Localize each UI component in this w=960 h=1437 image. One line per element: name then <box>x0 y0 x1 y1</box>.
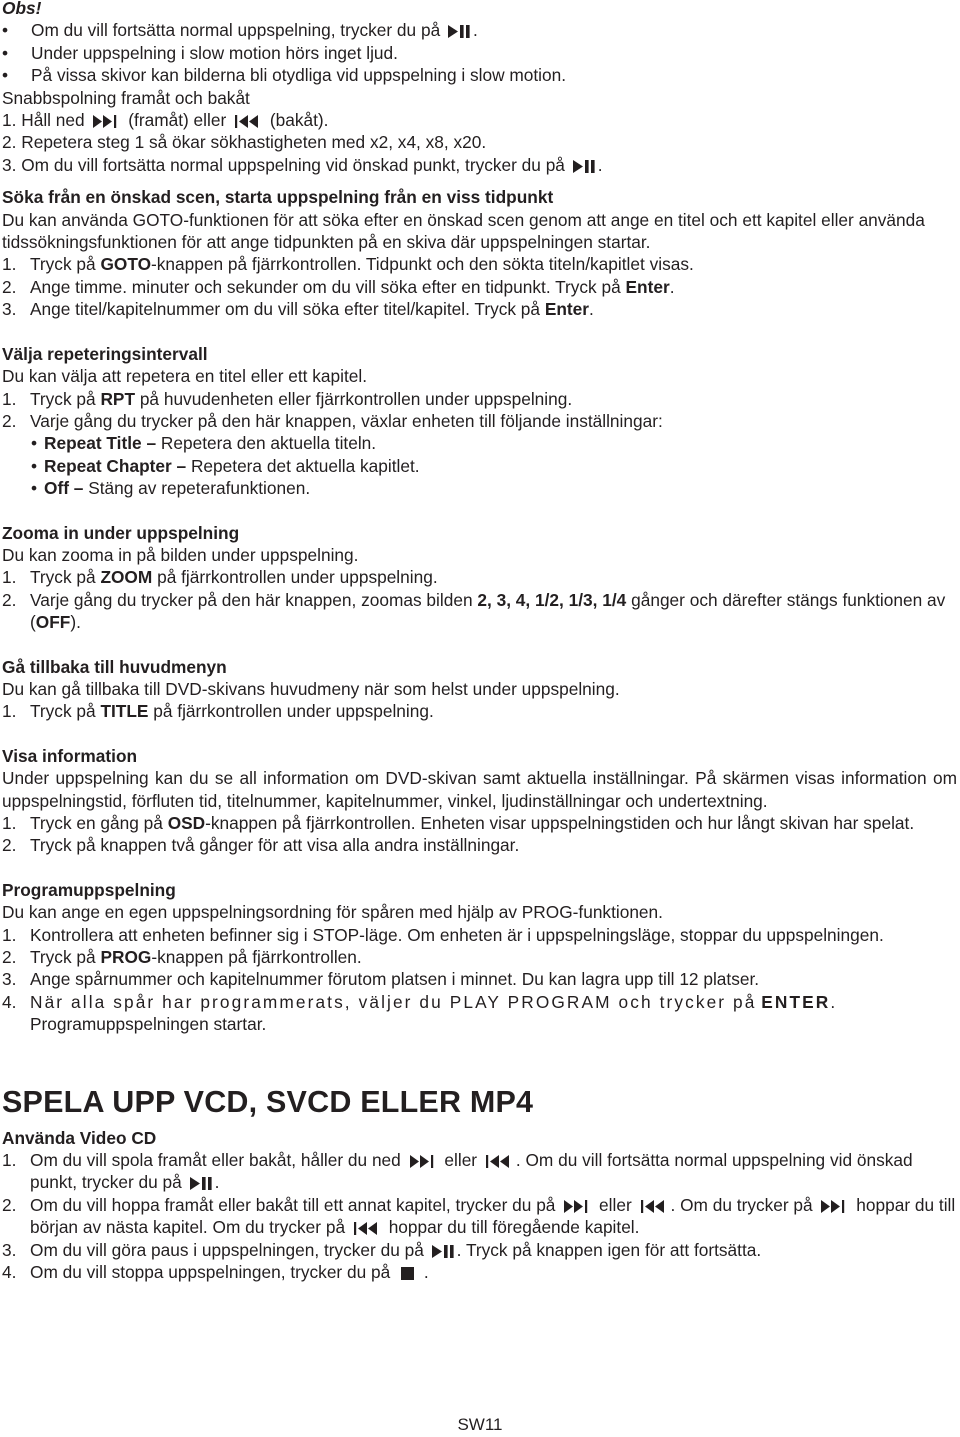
step-text: Om du vill hoppa framåt eller bakåt till ett annat kapitel, trycker du på <box>30 1194 556 1215</box>
note-text: Under uppspelning i slow motion hörs inget ljud. <box>31 42 398 63</box>
zoom-step <box>2 589 957 634</box>
skip-next-icon <box>562 1200 592 1213</box>
option-label: Repeat Chapter – <box>44 455 187 476</box>
step-number: 1. <box>2 701 17 722</box>
step-text: på huvudenheten eller fjärrkontrollen under uppspelning. <box>139 388 573 409</box>
menu-heading: Gå tillbaka till huvudmenyn <box>2 656 227 677</box>
step-number: 3. <box>2 154 17 175</box>
step-number: 1. <box>2 110 17 131</box>
info-intro: Under uppspelning kan du se all information om DVD-skivan samt aktuella inställningar. På skärmen visas information om uppspelningstid, förfluten tid, titelnummer, kapitelnummer, vinkel, ljudinställningar och undertextning. <box>2 768 957 811</box>
key-label: PROG <box>100 947 152 968</box>
step-text: Tryck på <box>30 254 96 275</box>
step-text: Om du vill fortsätta normal uppspelning vid önskad punkt, trycker du på <box>21 154 565 175</box>
key-label: ZOOM <box>100 567 153 588</box>
step-text: Tryck på knappen två gånger för att visa alla andra inställningar. <box>30 835 520 856</box>
repeat-option <box>2 477 957 499</box>
skip-previous-icon <box>639 1200 669 1213</box>
step-text: Ange spårnummer och kapitelnummer förutom platsen i minnet. Du kan lagra upp till 12 platser. <box>30 969 760 990</box>
key-label: ENTER <box>761 991 831 1012</box>
search-step <box>2 298 957 320</box>
prog-step <box>2 946 957 968</box>
note-text: Om du vill fortsätta normal uppspelning, trycker du på <box>31 20 441 41</box>
step-number: 3. <box>2 969 17 990</box>
key-label: RPT <box>100 388 135 409</box>
step-number: 3. <box>2 1239 17 1260</box>
vcd-step <box>2 1194 957 1239</box>
key-label: Enter <box>625 276 670 297</box>
step-number: 2. <box>2 276 17 297</box>
fast-step <box>2 154 957 176</box>
search-heading: Söka från en önskad scen, starta uppspelning från en viss tidpunkt <box>2 187 554 208</box>
step-text: -knappen på fjärrkontrollen. Tidpunkt och den sökta titeln/kapitlet visas. <box>151 254 694 275</box>
step-text: gånger och därefter stängs funktionen av ( <box>30 589 946 633</box>
step-number: 1. <box>2 924 17 945</box>
zoom-step <box>2 566 957 588</box>
vcd-step <box>2 1149 957 1194</box>
step-text: Kontrollera att enheten befinner sig i STOP-läge. Om enheten är i uppspelningsläge, stoppar du uppspelningen. <box>30 924 884 945</box>
step-text: Håll ned <box>21 110 85 131</box>
repeat-option <box>2 455 957 477</box>
fast-step <box>2 131 957 153</box>
fast-step <box>2 109 957 131</box>
skip-next-icon <box>91 115 121 128</box>
step-text: hoppar du till början av nästa kapitel. Om du trycker på <box>30 1194 956 1238</box>
fast-heading: Snabbspolning framåt och bakåt <box>2 87 250 108</box>
prog-intro: Du kan ange en egen uppspelningsordning för spåren med hjälp av PROG-funktionen. <box>2 902 663 923</box>
step-text: Om du vill spola framåt eller bakåt, håller du ned <box>30 1150 401 1171</box>
info-heading: Visa information <box>2 745 138 766</box>
prog-step <box>2 991 957 1036</box>
step-text: . <box>830 991 836 1012</box>
skip-previous-icon <box>484 1155 514 1168</box>
zoom-heading: Zooma in under uppspelning <box>2 522 240 543</box>
step-number: 1. <box>2 1150 17 1171</box>
step-text: Tryck på <box>30 567 96 588</box>
step-text: på fjärrkontrollen under uppspelning. <box>157 567 438 588</box>
step-text: . <box>423 1262 429 1283</box>
step-number: 4. <box>2 991 17 1012</box>
step-text: Tryck en gång på <box>30 813 163 833</box>
step-number: 2. <box>2 410 17 431</box>
step-text: . <box>589 299 594 320</box>
search-step <box>2 276 957 298</box>
step-text: eller <box>599 1194 632 1215</box>
step-number: 2. <box>2 132 17 153</box>
step-text: När alla spår har programmerats, väljer du PLAY PROGRAM och trycker på <box>30 991 757 1012</box>
step-text: Tryck på <box>30 947 96 968</box>
note-text-end: . <box>473 20 478 41</box>
info-step <box>2 834 957 856</box>
repeat-step <box>2 388 957 410</box>
key-label: Enter <box>544 299 590 320</box>
step-text: Om du vill stoppa uppspelningen, trycker du på <box>30 1262 391 1283</box>
step-text: Om du vill göra paus i uppspelningen, trycker du på <box>30 1239 424 1260</box>
option-label: Repeat Title – <box>44 433 157 454</box>
repeat-heading: Välja repeteringsintervall <box>2 343 208 364</box>
step-text: Tryck på <box>30 388 96 409</box>
step-text: Varje gång du trycker på den här knappen, zoomas bilden <box>30 589 473 610</box>
step-text: . Tryck på knappen igen för att fortsätta. <box>456 1239 762 1260</box>
option-text: Repetera den aktuella titeln. <box>160 433 377 454</box>
note-item <box>2 19 957 41</box>
step-number: 2. <box>2 589 17 610</box>
zoom-intro: Du kan zooma in på bilden under uppspelning. <box>2 544 359 565</box>
step-text: . Om du trycker på <box>670 1194 813 1215</box>
step-text: eller <box>444 1150 478 1171</box>
vcd-step <box>2 1239 957 1261</box>
manual-page <box>2 0 957 1284</box>
menu-step <box>2 700 957 722</box>
search-intro: Du kan använda GOTO-funktionen för att söka efter en önskad scen genom att ange en titel och ett kapitel eller använda tidssökningsfunktionen för att ange tidpunkten på en skiva där uppspelningen startar. <box>2 209 925 253</box>
info-step <box>2 812 957 834</box>
key-label: OSD <box>167 813 206 833</box>
skip-previous-icon <box>233 115 263 128</box>
play-pause-icon <box>431 1245 455 1258</box>
step-text: . Om du vill fortsätta normal uppspelning vid önskad punkt, trycker du på <box>30 1150 913 1193</box>
step-number: 2. <box>2 1194 17 1215</box>
key-label: GOTO <box>100 254 152 275</box>
step-text: Repetera steg 1 så ökar sökhastigheten med x2, x4, x8, x20. <box>21 132 487 153</box>
step-text: ). <box>70 612 81 633</box>
step-text: Ange timme. minuter och sekunder om du vill söka efter en tidpunkt. Tryck på <box>30 276 621 297</box>
skip-next-icon <box>408 1155 438 1168</box>
step-text: Programuppspelningen startar. <box>30 1014 267 1035</box>
prog-heading: Programuppspelning <box>2 879 176 900</box>
step-text: -knappen på fjärrkontrollen. Enheten visar uppspelningstiden och hur långt skivan har spelat. <box>205 813 915 833</box>
step-text: Ange titel/kapitelnummer om du vill söka efter titel/kapitel. Tryck på <box>30 299 541 320</box>
prog-step <box>2 968 957 990</box>
repeat-intro: Du kan välja att repetera en titel eller ett kapitel. <box>2 366 368 387</box>
step-text: på fjärrkontrollen under uppspelning. <box>153 701 434 722</box>
key-label: 2, 3, 4, 1/2, 1/3, 1/4 <box>477 589 627 610</box>
key-label: TITLE <box>100 701 149 722</box>
repeat-option <box>2 432 957 454</box>
skip-previous-icon <box>352 1222 382 1235</box>
menu-intro: Du kan gå tillbaka till DVD-skivans huvudmeny när som helst under uppspelning. <box>2 678 620 699</box>
page-number: SW11 <box>457 1415 503 1434</box>
step-number: 1. <box>2 813 17 833</box>
repeat-step <box>2 410 957 432</box>
skip-next-icon <box>819 1200 849 1213</box>
option-text: Stäng av repeterafunktionen. <box>88 478 311 499</box>
step-text: . <box>214 1172 220 1193</box>
option-label: Off – <box>44 478 84 499</box>
play-pause-icon <box>189 1177 213 1190</box>
step-text: (bakåt). <box>269 110 329 131</box>
play-pause-icon <box>572 160 596 173</box>
step-number: 3. <box>2 299 17 320</box>
step-number: 2. <box>2 835 17 856</box>
prog-step <box>2 924 957 946</box>
play-pause-icon <box>447 25 471 38</box>
note-item <box>2 64 957 86</box>
step-text: Tryck på <box>30 701 96 722</box>
note-title: Obs! <box>2 0 42 18</box>
step-text: . <box>669 276 675 297</box>
vcd-step <box>2 1261 957 1283</box>
section-title: SPELA UPP VCD, SVCD ELLER MP4 <box>2 1084 534 1119</box>
step-number: 1. <box>2 567 17 588</box>
step-number: 1. <box>2 254 17 275</box>
key-label: OFF <box>35 612 71 633</box>
option-text: Repetera det aktuella kapitlet. <box>190 455 420 476</box>
step-text-end: . <box>597 154 603 175</box>
note-item <box>2 42 957 64</box>
step-number: 1. <box>2 388 17 409</box>
search-step <box>2 253 957 275</box>
step-text: Varje gång du trycker på den här knappen, växlar enheten till följande inställningar: <box>30 410 663 431</box>
step-text: hoppar du till föregående kapitel. <box>388 1217 640 1238</box>
step-number: 2. <box>2 947 17 968</box>
step-number: 4. <box>2 1262 17 1283</box>
vcd-heading: Använda Video CD <box>2 1127 157 1148</box>
step-text: -knappen på fjärrkontrollen. <box>151 947 362 968</box>
stop-icon <box>397 1267 417 1280</box>
step-text: (framåt) eller <box>128 110 227 131</box>
note-text: På vissa skivor kan bilderna bli otydliga vid uppspelning i slow motion. <box>31 65 567 86</box>
